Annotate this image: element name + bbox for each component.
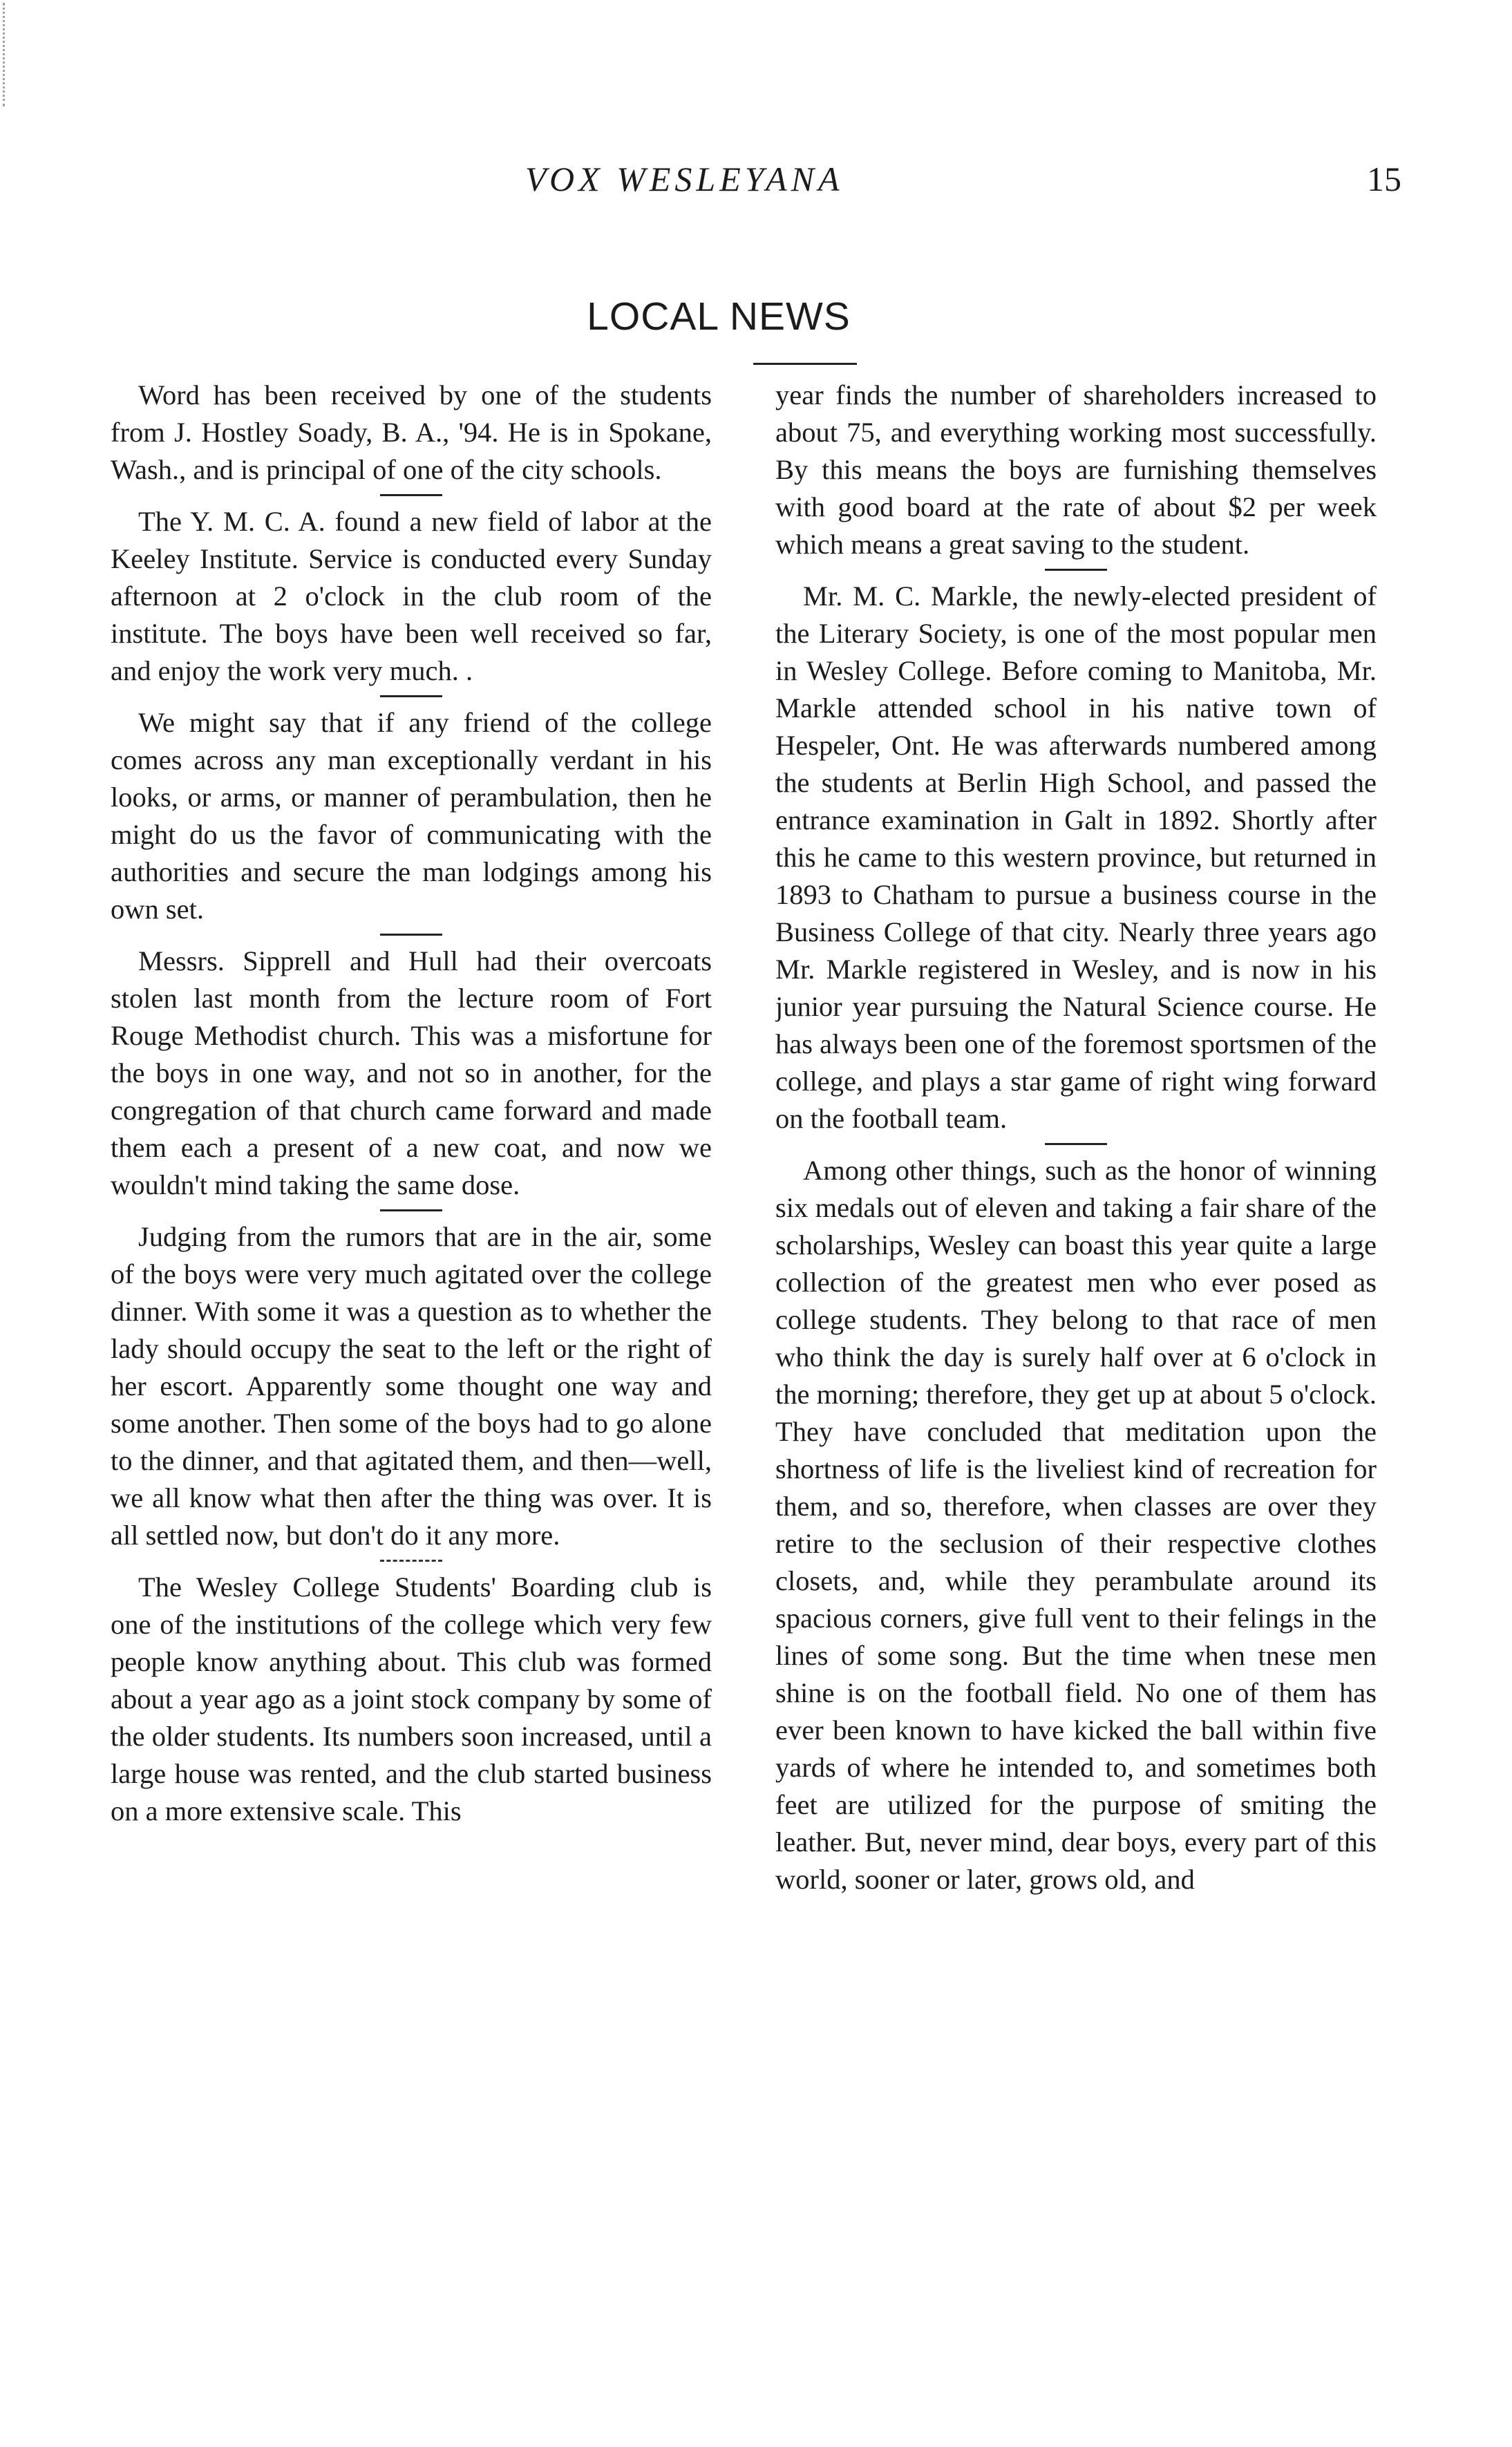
news-item-verdant-man: We might say that if any friend of the college comes across any man exceptionally verdant in his looks, or arms, or manner of perambulation, then he might do us the favor of communicating with the authorities and secure the man lodgings among his own set. [111,707,712,925]
item-divider [1045,569,1107,571]
section-title: LOCAL NEWS [587,294,851,339]
title-underline [753,363,857,365]
page-number: 15 [1367,160,1401,198]
news-item-boarding-club: The Wesley College Students' Boarding club is one of the institutions of the college which very few people know anything about. This club was formed about a year ago as a joint stock company by some of the older students. Its numbers soon increased, until a large house was rented, and the club started business on a more extensive scale. This [111,1571,712,1826]
news-item-greatest-men: Among other things, such as the honor of winning six medals out of eleven and taking a fair share of the scholarships, Wesley can boast this year quite a large collection of the greatest men who ever posed as college students. They belong to that race of men who think the day is surely half over at 6 o'clock in the morning; therefore, they get up at about 5 o'clock. They have concluded that meditation upon the shortness of life is the liveliest kind of recreation for them, and so, therefore, when classes are over they retire to the seclusion of their respective clothes closets, and, while they perambulate around its spacious corners, give full vent to their felings in the lines of some song. But the time when tnese men shine is on the football field. No one of them has ever been known to have kicked the ball within five yards of where he intended to, and sometimes both feet are utilized for the purpose of smiting the leather. But, never mind, dear boys, every part of this world, sooner or later, grows old, and [775,1155,1377,1895]
news-item-markle: Mr. M. C. Markle, the newly-elected president of the Literary Society, is one of the most popular men in Wesley College. Before coming to Manitoba, Mr. Markle attended school in his native town of Hespeler, Ont. He was afterwards numbered among the students at Berlin High School, and passed the entrance examination in Galt in 1892. Shortly after this he came to this western province, but returned in 1893 to Chatham to pursue a business course in the Business College of that city. Nearly three years ago Mr. Markle registered in Wesley, and is now in his junior year pursuing the Natural Science course. He has always been one of the foremost sportsmen of the college, and plays a star game of right wing forward on the football team. [775,580,1377,1134]
news-item-college-dinner: Judging from the rumors that are in the air, some of the boys were very much agitated over the college dinner. With some it was a question as to whether the lady should occupy the seat to the left or the right of her escort. Apparently some thought one way and some another. Then some of the boys had to go alone to the dinner, and that agitated them, and then—well, we all know what then after the thing was over. It is all settled now, but don't do it any more. [111,1221,712,1551]
item-divider [380,1209,442,1211]
item-divider [380,1560,442,1562]
news-item-overcoats: Messrs. Sipprell and Hull had their overcoats stolen last month from the lecture room of Fort Rouge Methodist church. This was a misfortune for the boys in one way, and not so in another, for the congregation of that church came forward and made them each a present of a new coat, and now we wouldn't mind taking the same dose. [111,945,712,1200]
left-column [111,377,712,2312]
news-item-soady: Word has been received by one of the students from J. Hostley Soady, B. A., '94. He is in Spokane, Wash., and is principal of one of the city schools. [111,379,712,485]
binding-edge-marks [3,3,10,106]
item-divider [380,934,442,936]
item-divider [380,695,442,697]
item-divider [380,494,442,496]
running-header [0,159,1512,207]
item-divider [1045,1143,1107,1145]
news-item-ymca: The Y. M. C. A. found a new field of labor at the Keeley Institute. Service is conducted every Sunday afternoon at 2 o'clock in the club room of the institute. The boys have been well received so far, and enjoy the work very much. . [111,506,712,686]
journal-title: VOX WESLEYANA [525,160,844,198]
right-column [775,377,1377,2312]
news-item-boarding-club-continued: year finds the number of shareholders increased to about 75, and everything working most successfully. By this means the boys are furnishing themselves with good board at the rate of about $2 per week which means a great saving to the student. [775,379,1377,560]
